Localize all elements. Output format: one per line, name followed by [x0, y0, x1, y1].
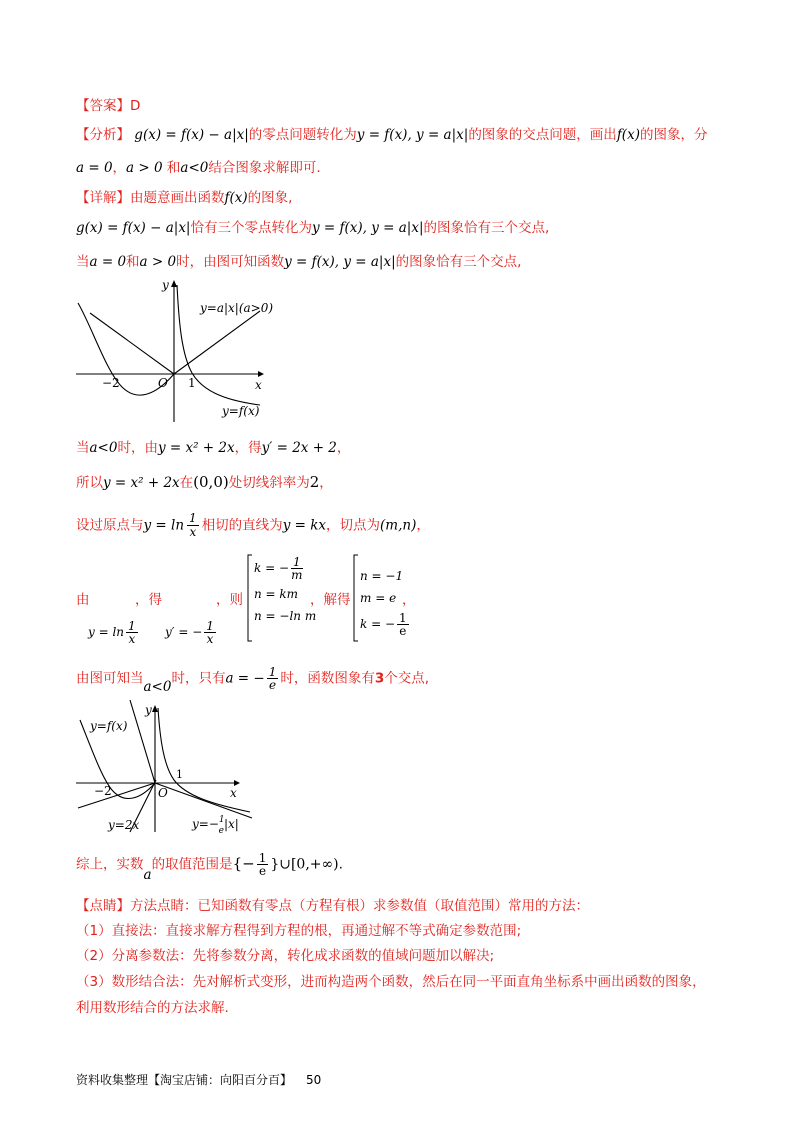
- summary-set-close: }∪[0,+∞): [270, 856, 339, 873]
- line6-frac-den: x: [189, 525, 197, 539]
- line7-text-4: ，解得: [310, 592, 351, 608]
- graph2-line-prefix: y=−: [192, 817, 219, 831]
- line7-sep-2: [216, 590, 243, 610]
- line5-text-2: 在: [179, 475, 194, 491]
- y-axis-arrow: [152, 705, 158, 712]
- line6-math-kx: y = kx: [282, 517, 327, 534]
- line-6: [76, 512, 430, 546]
- line7-sep-1: [135, 590, 162, 610]
- line4-text-2: 时，由: [117, 440, 158, 456]
- line5-text-1: 所以: [76, 475, 103, 491]
- analysis-text-4: 结合图象求解即可.: [208, 160, 321, 176]
- graph1-x-label: x: [255, 378, 262, 392]
- note-item-3-num: （3）: [76, 974, 112, 990]
- note-last: [76, 998, 229, 1018]
- summary-line: [76, 852, 343, 888]
- line7-f1-frac: [126, 620, 138, 645]
- summary-frac-num: 1: [258, 851, 267, 865]
- note-item-1: [76, 921, 521, 941]
- line8-frac: [267, 666, 279, 691]
- line7-formula-1: [88, 620, 138, 645]
- line8-math-a: a<0: [143, 678, 172, 695]
- x-axis-arrow: [258, 371, 264, 377]
- answer-line: [76, 96, 140, 116]
- detail-and: 和: [126, 254, 140, 270]
- analysis-text-3: 的图象，分: [639, 127, 708, 143]
- graph2-neg2-label: −2: [94, 784, 112, 798]
- graph-negative-a: [72, 700, 262, 838]
- line6-text-4: ，: [416, 517, 430, 534]
- line7-f2-den: x: [206, 632, 214, 646]
- line6-text-3: ，切点为: [326, 517, 381, 534]
- summary-math-a: a: [143, 866, 152, 883]
- note-item-1-num: （1）: [76, 923, 112, 939]
- line5-math-slope: 2: [309, 473, 320, 491]
- detail-text-5: 当: [76, 254, 90, 270]
- detail-text-4: 的图象恰有三个交点,: [423, 220, 550, 236]
- summary-text-2: 的取值范围是: [151, 856, 233, 873]
- detail-line-2: [76, 218, 549, 238]
- system1-row-2: n = km: [254, 587, 299, 601]
- line7-f2-text: y′ = −: [165, 625, 203, 639]
- line6-frac-num: 1: [189, 511, 197, 525]
- graph2-line-tail: |x|: [223, 817, 239, 831]
- graph2-tan-label: y=2x: [108, 818, 140, 832]
- note-label: 【点睛】: [76, 898, 130, 914]
- answer-value: D: [130, 98, 141, 114]
- summary-text-1: 综上，实数: [76, 856, 144, 873]
- system2-brace: [350, 553, 360, 643]
- system2-row-1: n = −1: [360, 569, 404, 583]
- line6-math-mn: (m,n): [380, 517, 417, 534]
- analysis-label: 【分析】: [76, 127, 130, 143]
- detail-text-6: 时，由图可知函数: [176, 254, 285, 270]
- line7-f2-frac: [204, 620, 216, 645]
- line6-text-1: 设过原点与: [76, 517, 144, 534]
- note-item-2: [76, 946, 494, 966]
- graph1-neg2-label: −2: [102, 376, 120, 390]
- note-item-2-text: 分离参数法：先将参数分离，转化成求函数的值域问题加以解决;: [111, 948, 495, 964]
- footer-text: 资料收集整理【淘宝店铺：向阳百分百】: [76, 1073, 293, 1087]
- system1-row-1: [254, 553, 316, 583]
- analysis-line-1: [76, 125, 707, 145]
- line8-math-aval: a = −: [225, 670, 265, 687]
- note-intro: [76, 896, 589, 916]
- system2-row3-text: k = −: [360, 617, 396, 631]
- system2-row-3: [360, 609, 409, 639]
- line-a-abs-x-right: [174, 311, 260, 374]
- line7-f2-num: 1: [206, 619, 214, 633]
- analysis-sep: ，: [112, 160, 127, 176]
- system1-brace: [244, 553, 254, 643]
- graph1-line-label: y=a|x|(a>0): [200, 301, 274, 315]
- analysis-and: 和: [166, 160, 181, 176]
- detail-text-3: 恰有三个零点转化为: [190, 220, 312, 236]
- detail-line-1: [76, 188, 292, 208]
- analysis-line-2: [76, 158, 321, 178]
- graph2-line-num: 1: [218, 815, 225, 825]
- line-8: [76, 666, 429, 696]
- graph2-line-den: e: [218, 826, 224, 836]
- detail-text-1: 由题意画出函数: [130, 190, 225, 206]
- line8-text-3: 时，函数图象有: [280, 670, 375, 687]
- line7-text-3: ，则: [216, 592, 243, 608]
- line7-text-1: 由: [76, 592, 90, 608]
- line4-math-deriv: y′ = 2x + 2: [261, 440, 337, 456]
- line5-text-3: 处切线斜率为: [228, 475, 310, 491]
- system1-row-3: n = −ln m: [254, 609, 317, 623]
- analysis-math-a0: a = 0: [76, 160, 113, 176]
- graph2-origin-label: O: [158, 786, 168, 800]
- line8-count: 3: [374, 670, 385, 687]
- answer-label: 【答案】: [76, 98, 130, 114]
- analysis-math-apos: a > 0: [126, 160, 163, 176]
- line4-text-3: ，得: [234, 440, 262, 456]
- detail-math-y: y = f(x), y = a|x|: [311, 220, 424, 236]
- line-a-abs-x-left: [90, 313, 174, 374]
- line4-text-4: ，: [336, 440, 351, 456]
- analysis-text-2: 的图象的交点问题，画出: [468, 127, 617, 143]
- note-item-3-text: 数形结合法：先对解析式变形，进而构造两个函数，然后在同一平面直角坐标系中画出函数的图象，: [111, 974, 706, 990]
- graph2-x-label: x: [230, 786, 237, 800]
- detail-math-apos: a > 0: [139, 254, 177, 270]
- detail-math-g: g(x) = f(x) − a|x|: [76, 220, 191, 236]
- graph1-one-label: 1: [188, 376, 196, 390]
- graph-positive-a: [70, 275, 285, 427]
- detail-line-3: [76, 252, 521, 272]
- line8-text-4: 个交点,: [384, 670, 430, 687]
- line5-math-point: (0,0): [193, 473, 229, 491]
- note-item-2-num: （2）: [76, 948, 112, 964]
- line-4: [76, 438, 350, 458]
- line-5: [76, 472, 333, 493]
- line4-math-y: y = x² + 2x: [157, 440, 235, 456]
- system1-row1-text: k = −: [254, 561, 290, 575]
- graph2-line-label: [191, 815, 239, 836]
- system2-frac-den: e: [399, 624, 407, 638]
- graph1-y-label: y: [162, 278, 169, 292]
- line4-text-1: 当: [76, 440, 90, 456]
- analysis-text: 的零点问题转化为: [248, 127, 357, 143]
- line7-f1-num: 1: [128, 619, 136, 633]
- graph1-origin-label: O: [158, 376, 168, 390]
- line8-text-2: 时，只有: [171, 670, 226, 687]
- summary-frac: [257, 852, 269, 877]
- line5-text-4: ，: [319, 475, 333, 491]
- detail-math-a0: a = 0: [89, 254, 127, 270]
- line7-f1-den: x: [128, 632, 136, 646]
- line8-frac-den: e: [268, 678, 277, 692]
- note-intro-text: 方法点睛：已知函数有零点（方程有根）求参数值（取值范围）常用的方法：: [130, 898, 589, 914]
- page-footer: [76, 1071, 321, 1088]
- system1-frac-num: 1: [293, 555, 301, 569]
- detail-math-y2: y = f(x), y = a|x|: [284, 254, 396, 270]
- line5-math-y: y = x² + 2x: [103, 475, 180, 491]
- detail-label: 【详解】: [76, 190, 130, 206]
- line8-frac-num: 1: [268, 665, 277, 679]
- line7-text-2: ，得: [135, 592, 162, 608]
- line7-text-5: ，: [402, 592, 416, 608]
- note-item-3: [76, 972, 706, 992]
- graph2-one-label: 1: [176, 768, 183, 781]
- system2-row-2: m = e: [360, 591, 397, 605]
- analysis-math-f: f(x): [616, 127, 640, 143]
- summary-set-open: {−: [232, 854, 255, 873]
- graph2-y-label: y: [145, 703, 152, 717]
- note-last-text: 利用数形结合的方法求解.: [76, 1000, 229, 1016]
- detail-text-2: 的图象,: [247, 190, 293, 206]
- line7-formula-2: [165, 620, 216, 645]
- line-neg-abs-x-right: [155, 783, 252, 818]
- detail-text-7: 的图象恰有三个交点,: [395, 254, 522, 270]
- line6-text-2: 相切的直线为: [201, 517, 283, 534]
- system1: [254, 553, 316, 627]
- line4-math-a: a<0: [89, 440, 118, 456]
- line8-text-1: 由图可知当: [76, 670, 144, 687]
- graph1-curve-label: y=f(x): [222, 404, 260, 418]
- analysis-math-aneg: a<0: [180, 160, 209, 176]
- graph2-fx-label: y=f(x): [90, 719, 128, 733]
- line-7: [76, 590, 90, 610]
- analysis-math-g: g(x) = f(x) − a|x|: [134, 127, 249, 143]
- note-item-1-text: 直接法：直接求解方程得到方程的根，再通过解不等式确定参数范围;: [111, 923, 522, 939]
- system2-frac: [397, 612, 409, 637]
- system2-frac-num: 1: [399, 611, 407, 625]
- detail-math-f: f(x): [224, 190, 248, 206]
- line7-f1-text: y = ln: [88, 625, 125, 639]
- system1-frac-den: m: [291, 568, 303, 582]
- system1-frac: [291, 556, 303, 581]
- line6-math-ln: y = ln: [143, 517, 185, 534]
- line6-frac: [187, 512, 199, 539]
- summary-period: .: [338, 856, 343, 873]
- system2: [360, 565, 409, 639]
- analysis-math-y: y = f(x), y = a|x|: [356, 127, 469, 143]
- page-number: 50: [306, 1073, 322, 1087]
- y-axis-arrow: [171, 280, 177, 287]
- summary-frac-den: e: [258, 864, 267, 878]
